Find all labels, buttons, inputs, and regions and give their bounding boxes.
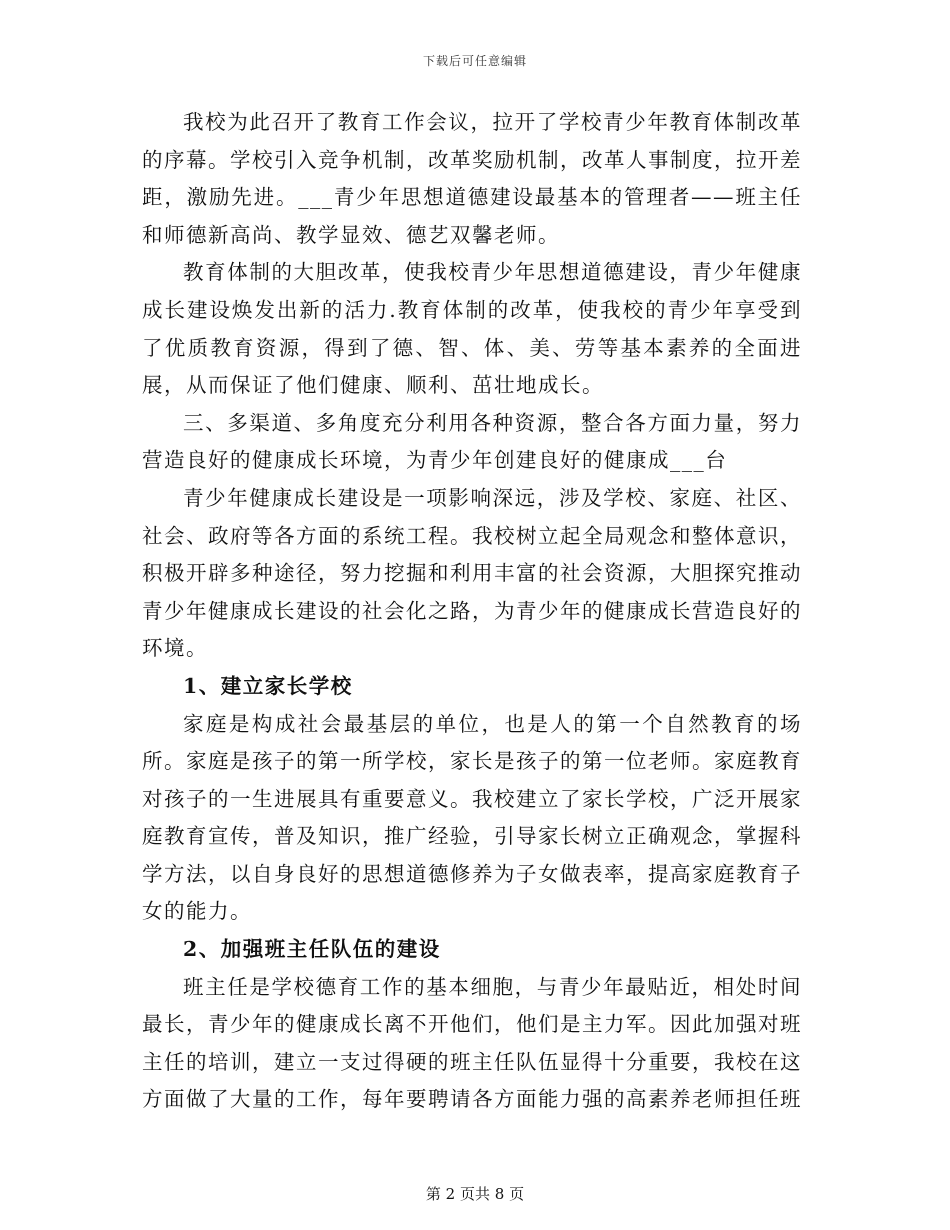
paragraph-5: 家庭是构成社会最基层的单位，也是人的第一个自然教育的场所。家庭是孩子的第一所学校，家长是孩子的第一位老师。家庭教育对孩子的一生进展具有重要意义。我校建立了家长学校，广泛开展家庭教育宣传，普及知识，推广经验，引导家长树立正确观念，掌握科学方法，以自身良好的思想道德修养为子女做表率，提高家庭教育子女的能力。 (142, 711, 802, 924)
paragraph-1: 我校为此召开了教育工作会议，拉开了学校青少年教育体制改革的序幕。学校引入竞争机制，改革奖励机制，改革人事制度，拉开差距，激励先进。___青少年思想道德建设最基本的管理者——班主任和师德新高尚、教学显效、德艺双馨老师。 (142, 110, 802, 247)
paragraph-2: 教育体制的大胆改革，使我校青少年思想道德建设，青少年健康成长建设焕发出新的活力.教育体制的改革，使我校的青少年享受到了优质教育资源，得到了德、智、体、美、劳等基本素养的全面进展，从而保证了他们健康、顺利、茁壮地成长。 (142, 260, 802, 398)
page-footer: 第 2 页共 8 页 (425, 1185, 525, 1203)
page-header: 下载后可任意编辑 (422, 54, 527, 68)
paragraph-6: 班主任是学校德育工作的基本细胞，与青少年最贴近，相处时间最长，青少年的健康成长离不开他们，他们是主力军。因此加强对班主任的培训，建立一支过得硬的班主任队伍显得十分重要，我校在这方面做了大量的工作，每年要聘请各方面能力强的高素养老师担任班 (142, 974, 802, 1112)
section-heading-1: 1、建立家长学校 (183, 673, 353, 698)
document-body (142, 104, 802, 1119)
paragraph-3: 三、多渠道、多角度充分利用各种资源，整合各方面力量，努力营造良好的健康成长环境，为青少年创建良好的健康成___台 (142, 410, 802, 473)
paragraph-4: 青少年健康成长建设是一项影响深远，涉及学校、家庭、社区、社会、政府等各方面的系统工程。我校树立起全局观念和整体意识，积极开辟多种途径，努力挖掘和利用丰富的社会资源，大胆探究推动青少年健康成长建设的社会化之路，为青少年的健康成长营造良好的环境。 (142, 485, 802, 661)
section-heading-2: 2、加强班主任队伍的建设 (183, 937, 441, 962)
